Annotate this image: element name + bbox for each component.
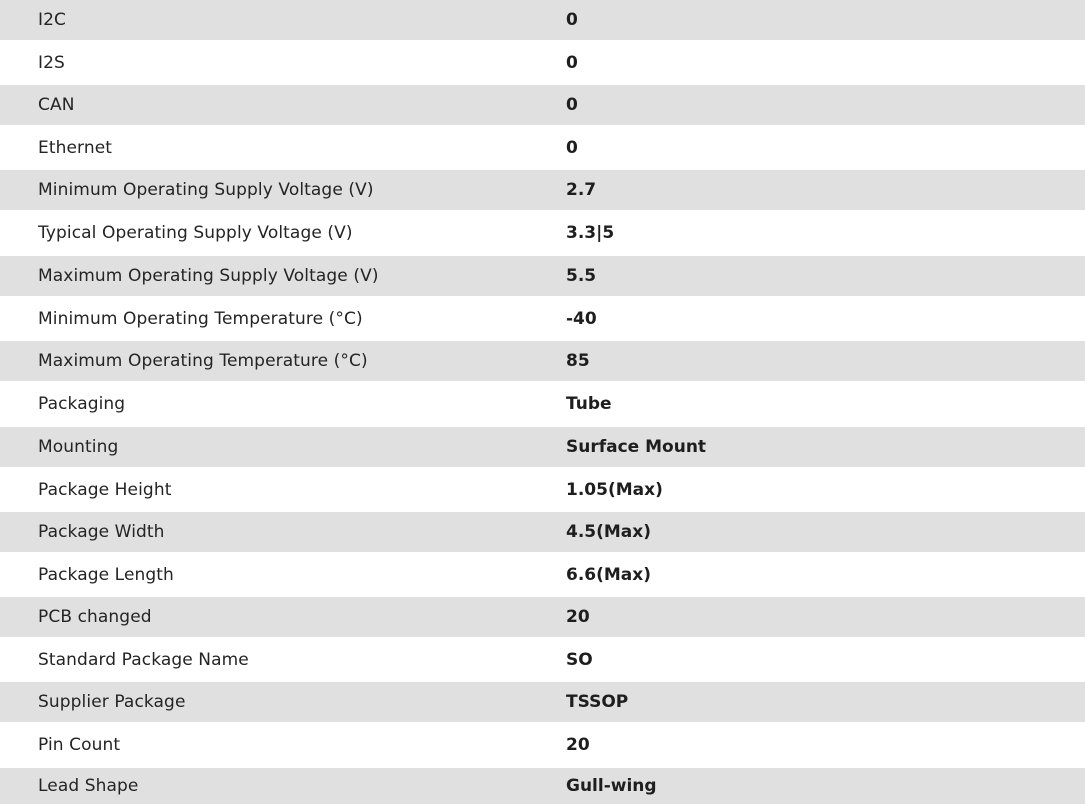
table-row <box>0 256 1085 296</box>
table-row <box>0 512 1085 552</box>
table-row <box>0 170 1085 210</box>
spec-value: SO <box>566 649 593 670</box>
spec-value: 5.5 <box>566 266 597 286</box>
table-row <box>0 552 1085 597</box>
table-row <box>0 637 1085 682</box>
spec-label: Package Length <box>38 564 174 585</box>
table-row <box>0 381 1085 427</box>
spec-label: I2C <box>38 10 66 30</box>
spec-value: 1.05(Max) <box>566 479 663 500</box>
table-row <box>0 722 1085 768</box>
spec-label: PCB changed <box>38 607 152 627</box>
spec-value: 0 <box>566 52 578 73</box>
spec-label: Pin Count <box>38 735 121 755</box>
spec-value: Tube <box>566 394 612 414</box>
table-row <box>0 0 1085 40</box>
table-row <box>0 467 1085 512</box>
spec-label: I2S <box>38 52 65 73</box>
table-row <box>0 597 1085 637</box>
spec-label: Package Width <box>38 522 165 542</box>
spec-label: CAN <box>38 95 75 115</box>
table-row <box>0 768 1085 804</box>
spec-value: 2.7 <box>566 180 597 200</box>
spec-label: Lead Shape <box>38 776 139 796</box>
spec-label: Packaging <box>38 394 126 414</box>
spec-value: 4.5(Max) <box>566 522 652 542</box>
spec-label: Minimum Operating Supply Voltage (V) <box>38 180 374 200</box>
spec-label: Minimum Operating Temperature (°C) <box>38 308 363 329</box>
spec-label: Package Height <box>38 479 172 500</box>
spec-value: 6.6(Max) <box>566 564 652 585</box>
table-row <box>0 341 1085 381</box>
spec-value: Surface Mount <box>566 437 707 457</box>
table-row <box>0 125 1085 170</box>
table-row <box>0 427 1085 467</box>
spec-value: 3.3|5 <box>566 223 615 243</box>
spec-value: 20 <box>566 735 590 755</box>
table-row <box>0 40 1085 85</box>
spec-value: 85 <box>566 351 590 371</box>
spec-label: Supplier Package <box>38 692 186 712</box>
spec-label: Maximum Operating Temperature (°C) <box>38 351 368 371</box>
spec-value: 0 <box>566 137 578 158</box>
spec-value: TSSOP <box>566 692 629 712</box>
spec-value: -40 <box>566 308 597 329</box>
spec-label: Typical Operating Supply Voltage (V) <box>38 223 353 243</box>
table-row <box>0 682 1085 722</box>
spec-value: Gull-wing <box>566 776 657 796</box>
spec-value: 0 <box>566 95 578 115</box>
spec-value: 20 <box>566 607 590 627</box>
table-row <box>0 296 1085 341</box>
table-row <box>0 85 1085 125</box>
spec-label: Maximum Operating Supply Voltage (V) <box>38 266 379 286</box>
spec-value: 0 <box>566 10 578 30</box>
spec-label: Ethernet <box>38 137 113 158</box>
spec-label: Mounting <box>38 437 119 457</box>
spec-label: Standard Package Name <box>38 649 249 670</box>
table-row <box>0 210 1085 256</box>
